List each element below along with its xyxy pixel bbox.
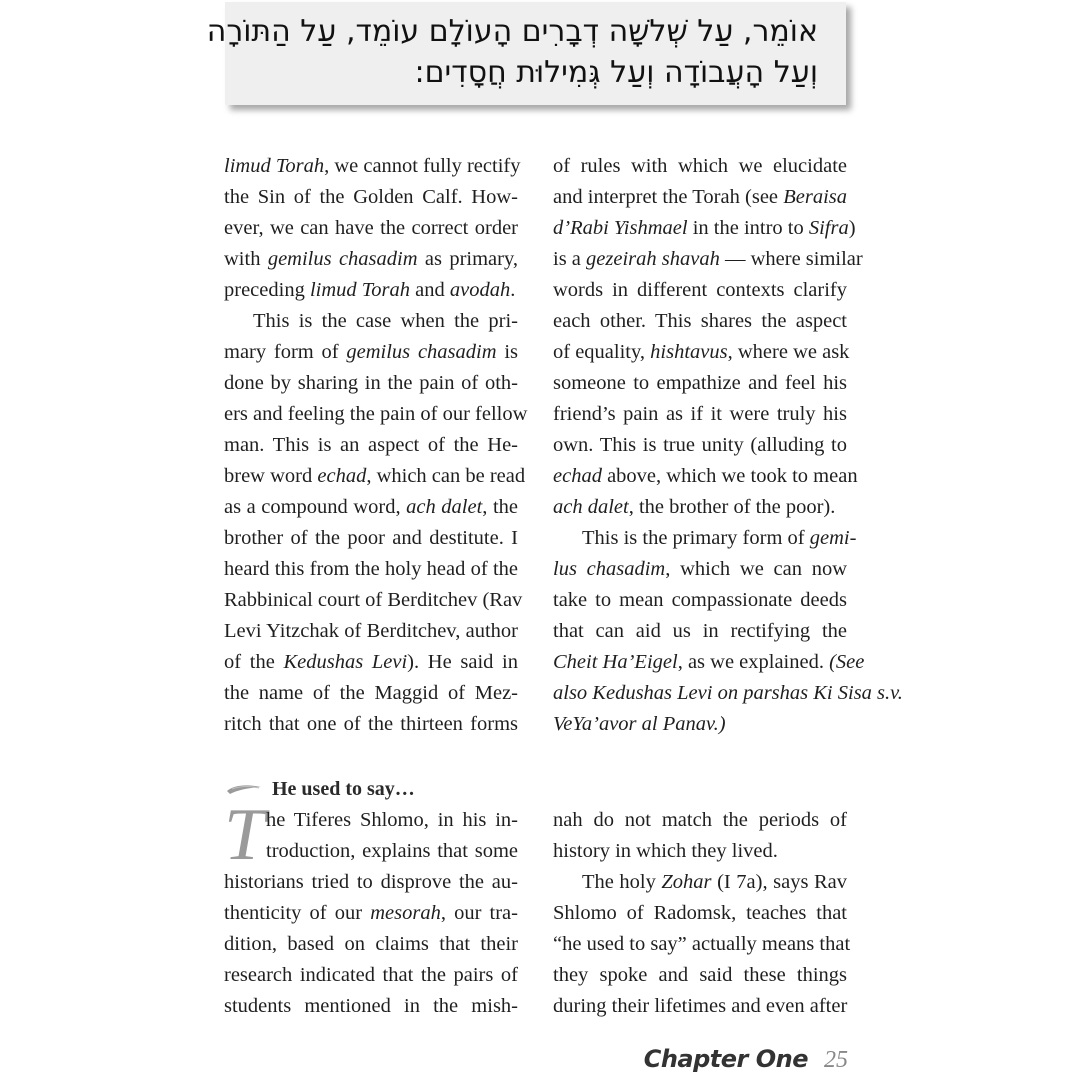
text-line: friend’s pain as if it were truly his [553,403,847,425]
text-line: echad above, which we took to mean [553,465,858,487]
text-line: “he used to say” actually means that [553,933,851,955]
drop-cap: T [224,794,266,876]
text-line: also Kedushas Levi on parshas Ki Sisa s.v. [553,682,903,704]
text-line: during their lifetimes and even after [553,995,848,1017]
text-line: the Sin of the Golden Calf. How- [224,186,518,208]
text-line: lus chasadim, which we can now [553,558,848,580]
text-line: ach dalet, the brother of the poor). [553,496,836,518]
text-line: own. This is true unity (alluding to [553,434,847,456]
text-line: limud Torah, we cannot fully rectify [224,155,521,177]
text-line: of rules with which we elucidate [553,155,847,177]
text-line: preceding limud Torah and avodah. [224,279,516,301]
text-line: nah do not match the periods of [553,809,847,831]
page-number: 25 [824,1047,848,1073]
text-line: with gemilus chasadim as primary, [224,248,519,270]
chapter-label: Chapter One [643,1045,808,1073]
text-line: the name of the Maggid of Mez- [224,682,518,704]
text-line: mary form of gemilus chasadim is [224,341,518,363]
text-line: heard this from the holy head of the [224,558,518,580]
hebrew-line-2: וְעַל הָעֲבוֹדָה וְעַל גְּמִילוּת חֲסָדִים: [414,55,818,90]
text-line: as a compound word, ach dalet, the [224,496,519,518]
hebrew-line-1: אוֹמֵר, עַל שְׁלשָׁה דְבָרִים הָעוֹלָם עוֹמֵד, עַל הַתּוֹרָה [206,14,818,49]
text-line: d’Rabi Yishmael in the intro to Sifra) [553,217,856,239]
text-line: of the Kedushas Levi). He said in [224,651,519,673]
text-line: history in which they lived. [553,840,778,862]
text-line: and interpret the Torah (see Beraisa [553,186,847,208]
text-line: This is the case when the pri- [253,310,518,332]
text-line: words in different contexts clarify [553,279,847,301]
left-column-top [224,151,528,740]
text-line: brother of the poor and destitute. I [224,527,518,549]
text-line: Shlomo of Radomsk, teaches that [553,902,847,924]
text-line: thenticity of our mesorah, our tra- [224,902,518,924]
right-column-top [553,151,903,740]
page-footer [644,1045,848,1079]
text-line: they spoke and said these things [553,964,847,986]
text-line: is a gezeirah shavah — where similar [553,248,863,270]
hebrew-quote-box [206,2,846,105]
text-line: Cheit Ha’Eigel, as we explained. (See [553,651,865,673]
text-line: Levi Yitzchak of Berditchev, author [224,620,518,642]
text-line: ritch that one of the thirteen forms [224,713,518,735]
text-line: Rabbinical court of Berditchev (Rav [224,589,523,611]
text-line: The holy Zohar (I 7a), says Rav [582,871,847,893]
text-line: This is the primary form of gemi- [582,527,857,549]
text-line: of equality, hishtavus, where we ask [553,341,850,363]
text-line: someone to empathize and feel his [553,372,847,394]
text-line: each other. This shares the aspect [553,310,847,332]
text-line: ever, we can have the correct order [224,217,518,239]
text-line: he Tiferes Shlomo, in his in- [266,809,518,831]
text-line: done by sharing in the pain of oth- [224,372,518,394]
text-line: ers and feeling the pain of our fellow [224,403,528,425]
text-line: take to mean compassionate deeds [553,589,847,611]
left-column-bottom [224,805,518,1022]
text-line: students mentioned in the mish- [224,995,518,1017]
text-line: VeYa’avor al Panav.) [553,713,726,735]
text-line: that can aid us in rectifying the [553,620,847,642]
text-line: dition, based on claims that their [224,933,518,955]
section-title: He used to say… [272,777,415,800]
text-line: historians tried to disprove the au- [224,871,518,893]
text-line: troduction, explains that some [266,840,518,862]
text-line: brew word echad, which can be read [224,465,526,487]
right-column-bottom [553,805,851,1022]
text-line: research indicated that the pairs of [224,964,518,986]
text-line: man. This is an aspect of the He- [224,434,518,456]
